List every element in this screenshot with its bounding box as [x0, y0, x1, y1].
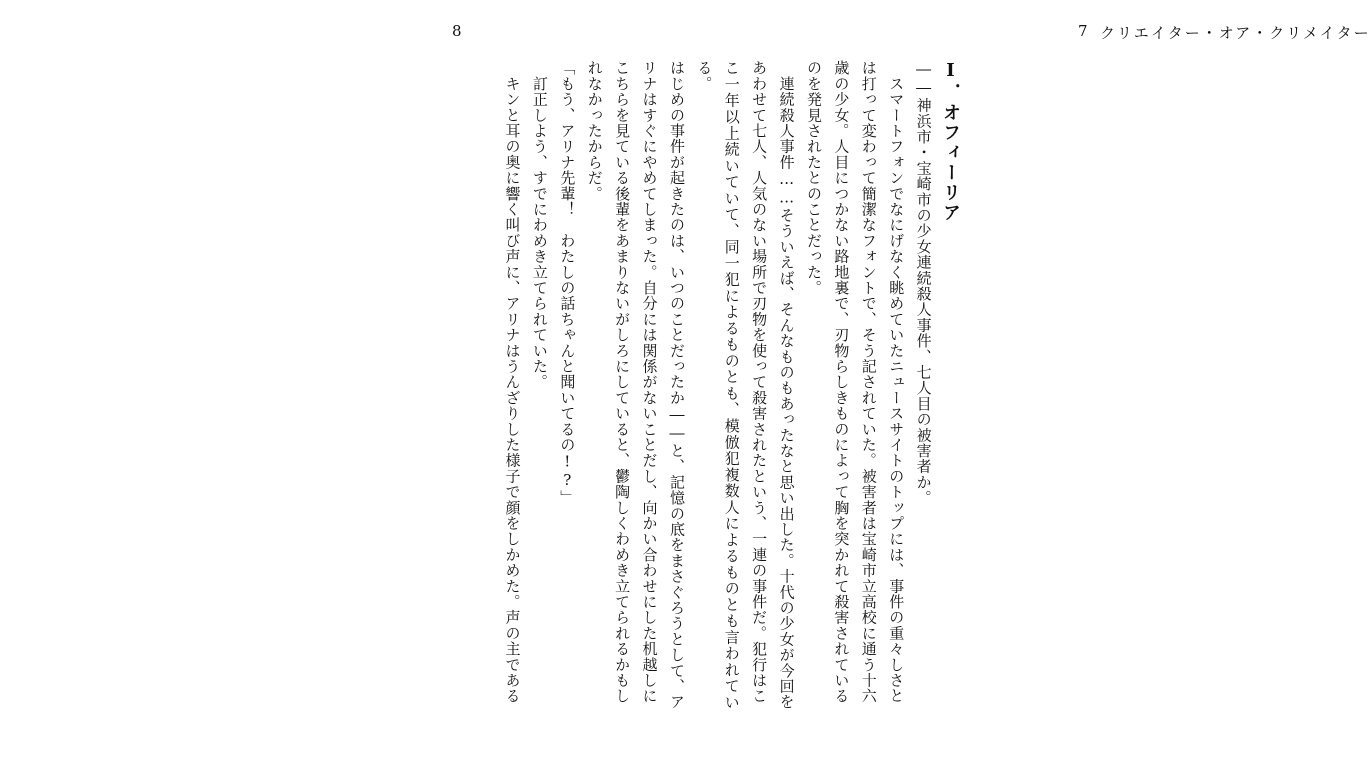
text-line: キンと耳の奥に響く叫び声に、アリナはうんざりした様子で顔をしかめた。声の主である — [503, 60, 522, 704]
right-page-body — [503, 60, 964, 710]
text-line: リナはすぐにやめてしまった。自分には関係がないことだし、向かい合わせにした机越しに — [640, 60, 659, 704]
page-number-right: 7 — [1078, 22, 1089, 40]
text-line: 訂正しよう、すでにわめき立てられていた。 — [530, 60, 549, 390]
text-line: あわせて七人、人気のない場所で刃物を使って殺害されたという、一連の事件だ。犯行はこ — [750, 60, 769, 704]
running-head: クリエイター・オア・クリメイター — [1100, 24, 1371, 42]
chapter-title: Ⅰ．オフィーリア — [940, 60, 961, 223]
text-line: こ一年以上続いていて、同一犯によるものとも、模倣犯複数人によるものとも言われている。 — [695, 60, 741, 710]
text-line: 歳の少女。人目につかない路地裏で、刃物らしきものによって胸を突かれて殺害されている — [832, 60, 851, 704]
text-line: 「もう、アリナ先輩！ わたしの話ちゃんと聞いてるの!?」 — [558, 60, 577, 506]
text-line: は打って変わって簡潔なフォントで、そう記されていた。被害者は宝崎市立高校に通う十六 — [859, 60, 878, 704]
text-line: はじめの事件が起きたのは、いつのことだったか――と、記憶の底をまさぐろうとして、ア — [667, 60, 686, 710]
page-number-left: 8 — [452, 22, 463, 40]
text-line: のを発見されたとのことだった。 — [804, 60, 823, 296]
text-line: こちらを見ている後輩をあまりないがしろにしていると、鬱陶しくわめき立てられるかもし — [613, 60, 632, 704]
text-line: 連続殺人事件……そういえば、そんなものもあったなと思い出した。十代の少女が今回を — [777, 60, 796, 710]
text-line: れなかったからだ。 — [585, 60, 604, 202]
right-page — [503, 0, 1371, 759]
text-line: スマートフォンでなにげなく眺めていたニュースサイトのトップには、事件の重々しさと — [887, 60, 906, 704]
left-page — [0, 0, 512, 759]
text-line: ――神浜市・宝崎市の少女連続殺人事件、七人目の被害者か。 — [914, 60, 933, 506]
